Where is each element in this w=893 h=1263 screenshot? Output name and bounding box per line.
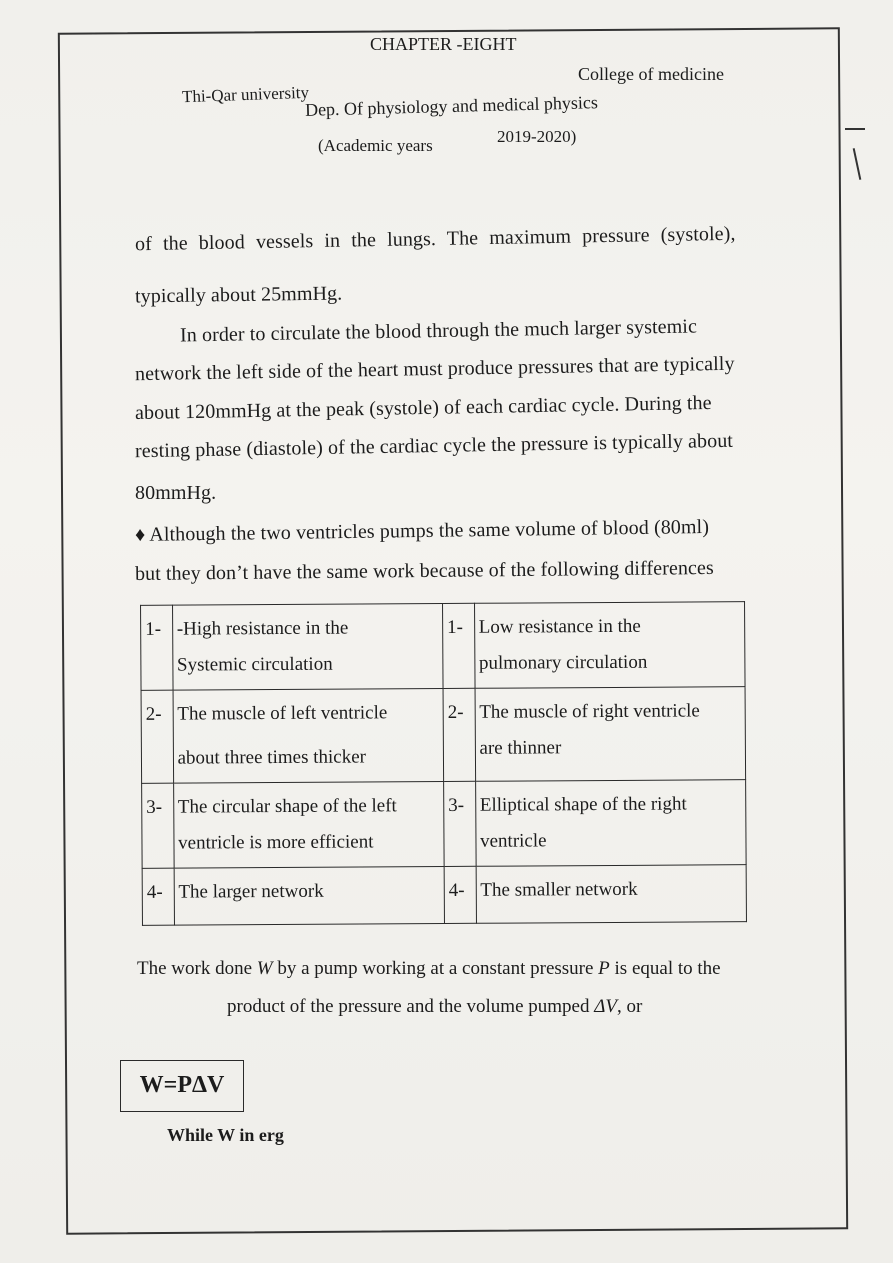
left-cell <box>173 689 444 784</box>
right-number: 3- <box>444 781 476 866</box>
volume-symbol: ΔV <box>594 996 617 1017</box>
cell-line: Low resistance in the <box>478 615 641 638</box>
bullet-line: ♦ Although the two ventricles pumps the same volume of blood (80ml) <box>134 515 710 547</box>
department-name: Dep. Of physiology and medical physics <box>304 92 599 120</box>
cell-line: The circular shape of the left <box>177 795 397 818</box>
right-cell <box>474 602 745 689</box>
cell-line: The muscle of right ventricle <box>479 700 700 723</box>
left-number: 1- <box>141 605 173 690</box>
cell-line: pulmonary circulation <box>478 651 648 674</box>
cell-line: Systemic circulation <box>176 653 333 676</box>
work-equation-box: W=PΔV <box>120 1060 244 1112</box>
unit-note: While W in erg <box>167 1125 284 1145</box>
academic-years-value: 2019-2020) <box>497 127 577 146</box>
college-name: College of medicine <box>578 64 724 84</box>
right-number: 4- <box>444 866 476 923</box>
chapter-title: CHAPTER -EIGHT <box>370 34 517 54</box>
body-line: network the left side of the heart must produce pressures that are typically <box>134 352 735 386</box>
cell-line: about three times thicker <box>177 746 367 769</box>
table-row <box>141 687 746 784</box>
work-text: product of the pressure and the volume pumped <box>227 996 595 1017</box>
left-cell <box>172 604 443 691</box>
cell-line: Elliptical shape of the right <box>479 793 687 816</box>
table-row <box>142 780 747 869</box>
cell-line: ventricle is more efficient <box>178 831 374 854</box>
cell-line: The larger network <box>178 880 324 903</box>
cell-line: The muscle of left ventricle <box>177 702 388 725</box>
academic-years-label: (Academic years <box>318 136 433 155</box>
pressure-symbol: P <box>598 958 610 979</box>
table-row <box>142 865 746 926</box>
body-line: but they don’t have the same work because of the following differences <box>134 556 714 586</box>
work-definition-line <box>227 996 642 1018</box>
cell-line: are thinner <box>479 737 562 759</box>
body-line: typically about 25mmHg. <box>134 282 343 308</box>
left-number: 4- <box>142 868 174 925</box>
right-number: 1- <box>443 603 475 688</box>
right-cell <box>476 865 747 924</box>
right-cell <box>475 687 746 782</box>
left-number: 2- <box>141 690 173 783</box>
left-number: 3- <box>142 783 174 868</box>
right-number: 2- <box>443 688 475 781</box>
ventricle-comparison-table <box>140 601 747 926</box>
work-definition-line <box>137 958 721 980</box>
page-edge-mark <box>845 128 865 130</box>
cell-line: ventricle <box>480 830 547 852</box>
body-line: about 120mmHg at the peak (systole) of each cardiac cycle. During the <box>134 391 712 425</box>
work-text: is equal to the <box>609 958 721 979</box>
left-cell <box>174 866 445 925</box>
work-text: The work done <box>137 958 257 979</box>
cell-line: The smaller network <box>480 878 638 901</box>
page-edge-mark <box>853 148 862 180</box>
body-line: resting phase (diastole) of the cardiac cycle the pressure is typically about <box>134 429 734 463</box>
body-line: In order to circulate the blood through the much larger systemic <box>179 315 698 347</box>
work-text: by a pump working at a constant pressure <box>272 958 599 979</box>
left-cell <box>173 781 444 868</box>
body-line: 80mmHg. <box>135 482 217 504</box>
right-cell <box>475 780 746 867</box>
work-text: , or <box>617 996 643 1017</box>
work-symbol: W <box>256 958 273 979</box>
university-name: Thi-Qar university <box>181 82 310 107</box>
table-row <box>141 602 746 691</box>
body-line: of the blood vessels in the lungs. The maximum pressure (systole), <box>134 222 736 256</box>
cell-line: -High resistance in the <box>176 617 349 640</box>
